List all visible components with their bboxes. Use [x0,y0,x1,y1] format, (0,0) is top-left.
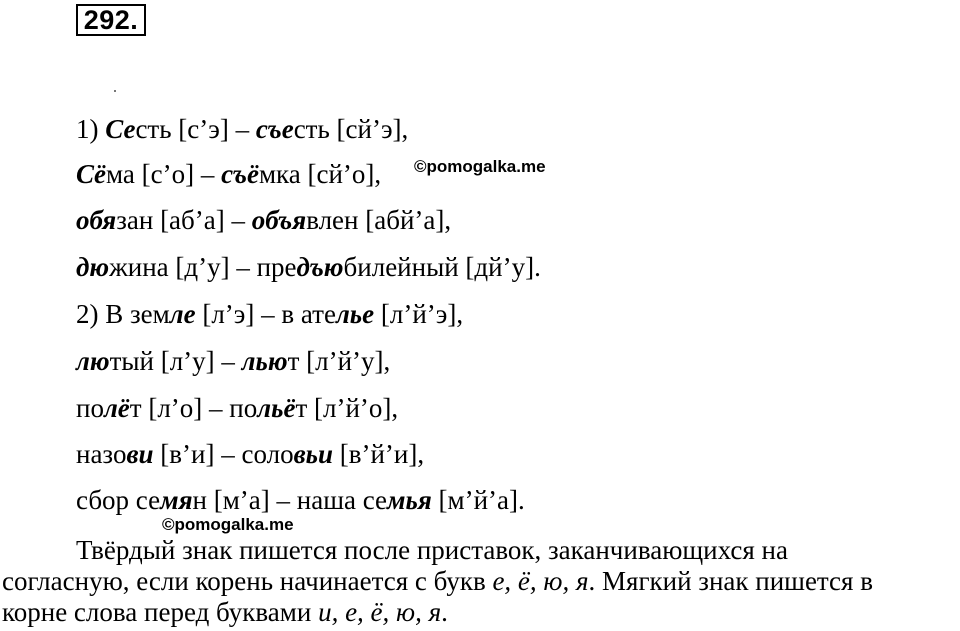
highlighted-letters: вьи [293,439,333,469]
task-number: 292. [76,4,146,36]
highlighted-letters: съё [221,159,259,189]
line-text: н [м’а] – наша се [192,485,388,515]
line-text: [м’й’а]. [431,485,525,515]
highlighted-letters: лью [241,346,288,376]
line-text: сть [с’э] – [135,114,256,144]
line-text: по [76,393,104,423]
highlighted-letters: мя [160,485,193,515]
line-text: зан [аб’а] – [116,205,252,235]
line-text: жина [д’у] – пре [109,252,297,282]
line-text: мка [сй’о], [258,159,382,189]
line-text: сбор се [76,485,161,515]
example-line-7 [76,392,398,424]
example-line-5 [76,298,463,330]
highlighted-letters: дъю [296,252,344,282]
example-line-4 [76,251,541,283]
line-text: назо [76,439,127,469]
line-text: т [л’й’у], [287,346,391,376]
line-text: 2) В зем [76,299,170,329]
line-text: [л’й’э], [374,299,464,329]
highlighted-letters: Сё [76,159,106,189]
rule-text: согласную, если корень начинается с букв [2,566,493,596]
line-text: билейный [дй’у]. [343,252,541,282]
highlighted-letters: обя [76,205,117,235]
line-text: влен [абй’а], [306,205,452,235]
line-text: [в’и] – соло [153,439,294,469]
rule-line-3 [2,597,448,627]
rule-text: . [441,597,448,627]
example-line-9 [76,484,525,516]
line-text: [л’э] – в ате [195,299,336,329]
highlighted-letters: лю [76,346,110,376]
line-text: сть [сй’э], [293,114,409,144]
highlighted-letters: ви [126,439,154,469]
example-line-6 [76,345,390,377]
line-text: т [л’й’о], [295,393,399,423]
rule-line-1 [76,535,788,565]
highlighted-letters: льё [257,393,296,423]
rule-letters: и, е, ё, ю, я [318,597,442,627]
rule-line-2 [2,566,873,596]
line-text: тый [л’у] – [109,346,242,376]
watermark-top: ©pomogalka.me [414,157,546,176]
highlighted-letters: съе [255,114,294,144]
rule-text: . Мягкий знак пишется в [588,566,873,596]
example-line-8 [76,438,424,470]
highlighted-letters: дю [76,252,110,282]
highlighted-letters: объя [251,205,307,235]
highlighted-letters: лё [103,393,130,423]
line-text: [в’й’и], [333,439,425,469]
watermark-bottom: ©pomogalka.me [162,515,294,534]
rule-text: корне слова перед буквами [2,597,319,627]
example-line-3 [76,204,451,236]
highlighted-letters: Се [105,114,136,144]
line-text: ма [с’о] – [106,159,222,189]
highlighted-letters: ле [169,299,196,329]
example-line-1 [76,113,408,145]
rule-text: Твёрдый знак пишется после приставок, заканчивающихся на [76,535,788,565]
line-text: 1) [76,114,106,144]
line-text: т [л’о] – по [129,393,258,423]
stray-dot [114,90,116,92]
highlighted-letters: лье [335,299,375,329]
rule-letters: е, ё, ю, я [492,566,589,596]
example-line-2 [76,158,381,190]
highlighted-letters: мья [387,485,432,515]
